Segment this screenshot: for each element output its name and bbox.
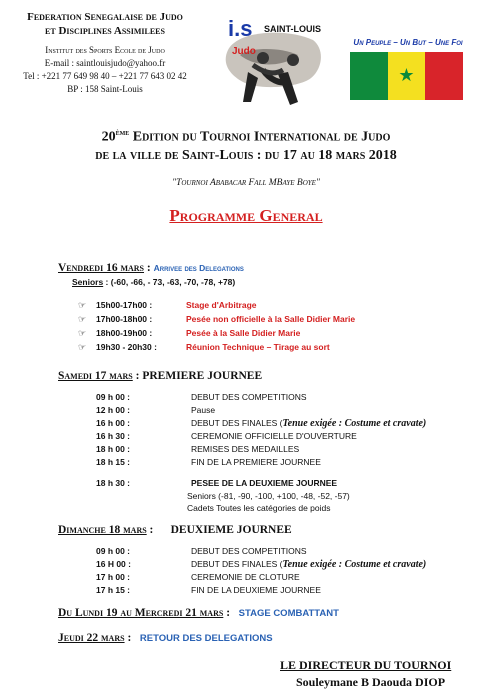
programme-heading: Programme General	[169, 206, 323, 225]
friday-time: 15h00-17h00 :	[96, 300, 153, 310]
friday-desc: Pesée non officielle à la Salle Didier Marie	[186, 314, 356, 324]
flag-red-band	[425, 52, 463, 100]
return-heading	[58, 632, 273, 644]
friday-sep: :	[144, 262, 154, 274]
event-desc: DEBUT DES COMPETITIONS	[191, 392, 307, 402]
org-line1: Federation Senegalaise de Judo	[27, 11, 183, 23]
seniors-categories: : (-60, -66, - 73, -63, -70, -78, +78)	[103, 277, 236, 287]
dress-code-note: Tenue exigée : Costume et cravate)	[282, 559, 427, 570]
event-time: 18 h 15 :	[96, 457, 131, 467]
event-desc: Pause	[191, 405, 216, 415]
org-line2: et Disciplines Assimilees	[45, 25, 165, 37]
email: E-mail : saintlouisjudo@yahoo.fr	[44, 58, 166, 68]
event-desc	[191, 559, 426, 570]
edition-title	[0, 128, 492, 146]
event-desc-main: DEBUT DES FINALES (	[191, 418, 283, 428]
event-time: 17 h 00 :	[96, 572, 131, 582]
stage-sep: :	[223, 607, 239, 619]
event-desc: CEREMONIE DE CLOTURE	[191, 572, 300, 582]
dress-code-note: Tenue exigée : Costume et cravate)	[282, 418, 427, 429]
edition-dates: de la ville de Saint-Louis : du 17 au 18 mars 2018	[95, 148, 397, 163]
friday-time: 19h30 - 20h30 :	[96, 342, 157, 352]
event-time: 18 h 00 :	[96, 444, 131, 454]
weigh-in-title: PESEE DE LA DEUXIEME JOURNEE	[191, 478, 338, 488]
event-desc: DEBUT DES COMPETITIONS	[191, 546, 307, 556]
event-time: 16 h 00 :	[96, 418, 131, 428]
saturday-date: Samedi 17 mars	[58, 370, 133, 382]
director-title: LE DIRECTEUR DU TOURNOI	[280, 658, 452, 672]
edition-number: 20	[101, 129, 116, 145]
friday-desc: Pesée à la Salle Didier Marie	[186, 328, 301, 338]
stage-dates: Du Lundi 19 au Mercredi 21 mars	[58, 607, 224, 619]
friday-heading	[58, 262, 244, 274]
seniors-label: Seniors	[72, 277, 104, 287]
edition-title-rest: Edition du Tournoi International de Judo	[129, 129, 391, 145]
director-name: Souleymane B Daouda DIOP	[296, 675, 446, 689]
federation-header	[0, 10, 210, 96]
friday-time: 17h00-18h00 :	[96, 314, 153, 324]
event-time: 16 h 30 :	[96, 431, 131, 441]
event-desc	[191, 418, 426, 429]
friday-seniors	[72, 277, 235, 287]
flag-yellow-band	[388, 52, 426, 100]
saturday-title: : PREMIERE JOURNEE	[132, 370, 263, 382]
event-desc: FIN DE LA DEUXIEME JOURNEE	[191, 585, 321, 595]
pointing-hand-icon: ☞	[78, 328, 87, 338]
institute: Institut des Sports Ecole de Judo	[45, 45, 165, 55]
event-time: 17 h 15 :	[96, 585, 131, 595]
friday-date: Vendredi 16 mars	[58, 262, 145, 274]
friday-event: Arrivee des Delegations	[153, 263, 244, 273]
return-event: RETOUR DES DELEGATIONS	[139, 633, 273, 644]
pointing-hand-icon: ☞	[78, 300, 87, 310]
event-desc: REMISES DES MEDAILLES	[191, 444, 300, 454]
event-time: 18 h 30 :	[96, 478, 131, 488]
friday-item	[78, 300, 86, 311]
pointing-hand-icon: ☞	[78, 342, 87, 352]
sunday-title: : DEUXIEME JOURNEE	[146, 524, 292, 536]
sunday-heading	[58, 524, 292, 536]
event-time: 16 H 00 :	[96, 559, 131, 569]
national-motto: Un Peuple – Un But – Une Foi	[353, 38, 463, 47]
friday-item	[78, 314, 86, 325]
logo-judo-text: Judo	[232, 46, 256, 57]
friday-time: 18h00-19h00 :	[96, 328, 153, 338]
logo-is-text: i.s	[228, 16, 253, 41]
friday-desc: Réunion Technique – Tirage au sort	[186, 342, 330, 352]
saturday-heading	[58, 370, 262, 382]
pointing-hand-icon: ☞	[78, 314, 87, 324]
return-sep: :	[124, 632, 140, 644]
event-desc: CEREMONIE OFFICIELLE D'OUVERTURE	[191, 431, 357, 441]
event-time: 12 h 00 :	[96, 405, 131, 415]
weigh-cadets-cats: Cadets Toutes les catégories de poids	[187, 503, 331, 513]
flag-green-band	[350, 52, 388, 100]
sunday-date: Dimanche 18 mars	[58, 524, 147, 536]
event-desc-main: DEBUT DES FINALES (	[191, 559, 283, 569]
return-date: Jeudi 22 mars	[58, 632, 125, 644]
star-icon: ★	[398, 65, 415, 86]
telephone: Tel : +221 77 649 98 40 – +221 77 643 02 42	[23, 71, 187, 81]
friday-item	[78, 342, 86, 353]
friday-item	[78, 328, 86, 339]
friday-desc: Stage d'Arbitrage	[186, 300, 257, 310]
event-desc: FIN DE LA PREMIERE JOURNEE	[191, 457, 321, 467]
club-logo	[218, 10, 330, 118]
event-time: 09 h 00 :	[96, 546, 131, 556]
logo-city-text: SAINT-LOUIS	[264, 24, 322, 34]
event-time: 09 h 00 :	[96, 392, 131, 402]
stage-event: STAGE COMBATTANT	[238, 608, 339, 619]
stage-heading	[58, 607, 339, 619]
tournament-subtitle: "Tournoi Ababacar Fall MBaye Boye"	[172, 178, 320, 188]
edition-suffix: ème	[115, 128, 130, 137]
weigh-seniors-cats: Seniors (-81, -90, -100, +100, -48, -52, -57)	[187, 491, 350, 501]
senegal-flag	[350, 52, 463, 100]
postal-box: BP : 158 Saint-Louis	[67, 84, 143, 94]
